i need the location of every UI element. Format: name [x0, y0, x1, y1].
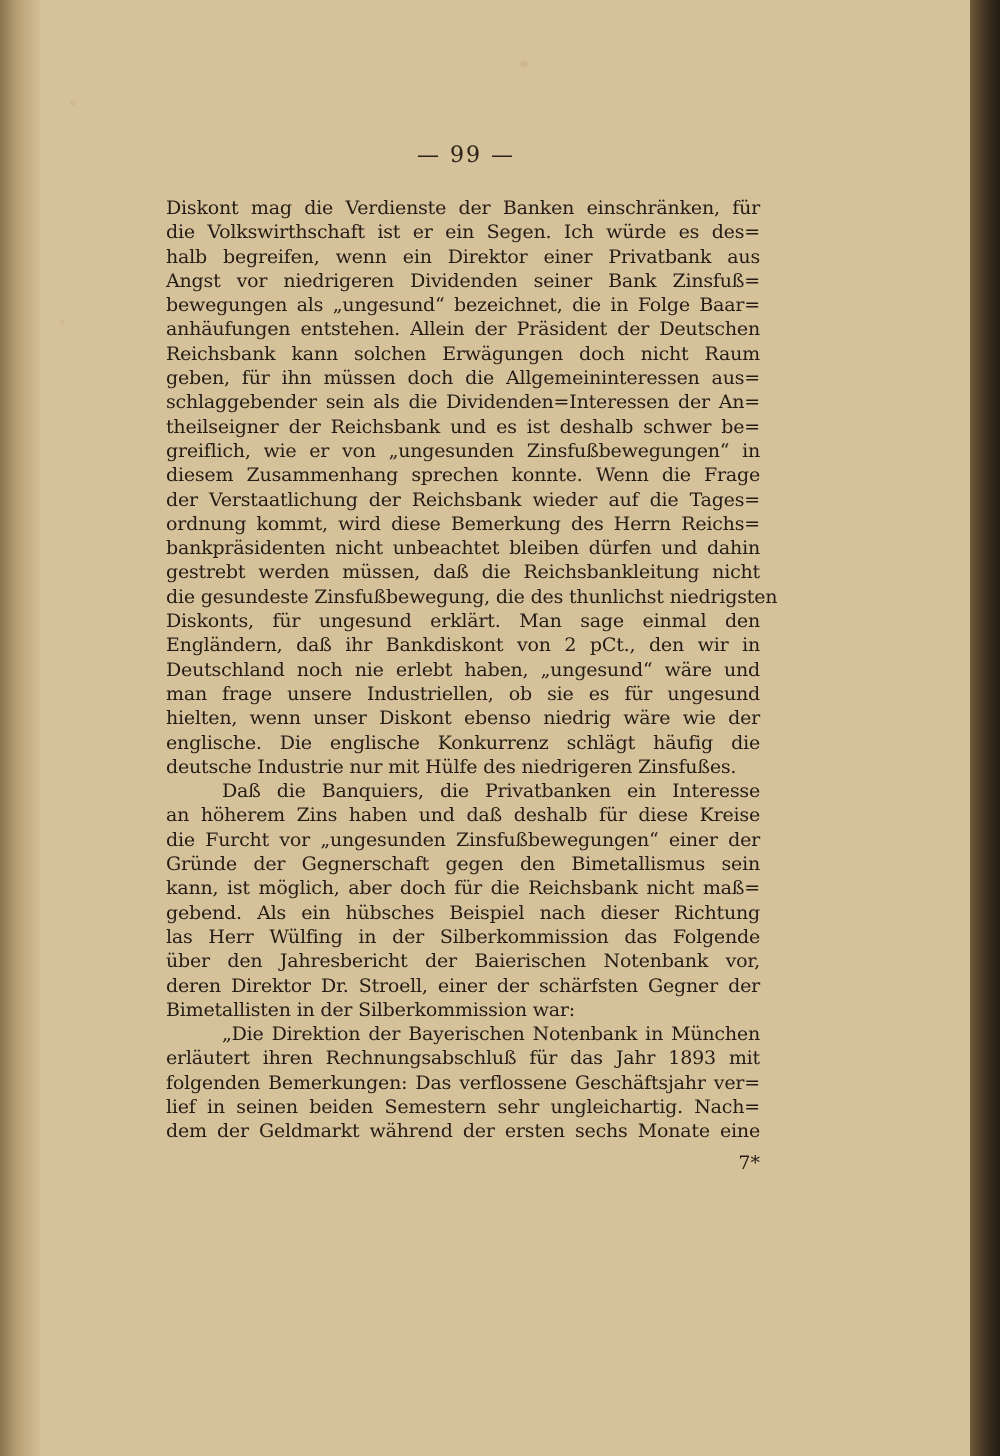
text-line: hielten, wenn unser Diskont ebenso niedrig wäre wie der — [166, 707, 760, 730]
paper-stain — [520, 60, 528, 68]
text-line: Diskonts, für ungesund erklärt. Man sage einmal den — [166, 610, 760, 633]
text-line: deren Direktor Dr. Stroell, einer der schärfsten Gegner der — [166, 974, 760, 997]
text-line: Angst vor niedrigeren Dividenden seiner Bank Zinsfuß= — [166, 269, 760, 292]
text-line: Engländern, daß ihr Bankdiskont von 2 pCt., den wir in — [166, 634, 760, 657]
text-line: greiflich, wie er von „ungesunden Zinsfußbewegungen“ in — [166, 439, 760, 462]
text-line: geben, für ihn müssen doch die Allgemeininteressen aus= — [166, 367, 760, 390]
text-line: man frage unsere Industriellen, ob sie es für ungesund — [166, 682, 760, 705]
text-line: schlaggebender sein als die Dividenden=Interessen der An= — [166, 391, 760, 414]
text-line: halb begreifen, wenn ein Direktor einer Privatbank aus — [166, 245, 760, 268]
body-text — [166, 196, 778, 1144]
text-line: englische. Die englische Konkurrenz schlägt häufig die — [166, 731, 760, 754]
text-line: Deutschland noch nie erlebt haben, „ungesund“ wäre und — [166, 658, 760, 681]
text-line: „Die Direktion der Bayerischen Notenbank in München — [222, 1023, 760, 1046]
text-line: die Furcht vor „ungesunden Zinsfußbewegungen“ einer der — [166, 828, 760, 851]
text-line: lief in seinen beiden Semestern sehr ungleichartig. Nach= — [166, 1095, 760, 1118]
text-line: bankpräsidenten nicht unbeachtet bleiben dürfen und dahin — [166, 537, 760, 560]
text-line: die gesundeste Zinsfußbewegung, die des thunlichst niedrigsten — [166, 585, 778, 608]
text-line: Bimetallisten in der Silberkommission war: — [166, 998, 575, 1021]
text-line: der Verstaatlichung der Reichsbank wieder auf die Tages= — [166, 488, 760, 511]
text-line: gebend. Als ein hübsches Beispiel nach dieser Richtung — [166, 901, 760, 924]
text-line: ordnung kommt, wird diese Bemerkung des Herrn Reichs= — [166, 512, 760, 535]
text-line: die Volkswirthschaft ist er ein Segen. Ich würde es des= — [166, 221, 760, 244]
text-line: über den Jahresbericht der Baierischen Notenbank vor, — [166, 950, 760, 973]
paper-stain — [60, 320, 65, 325]
text-line: Daß die Banquiers, die Privatbanken ein Interesse — [222, 780, 760, 803]
text-line: folgenden Bemerkungen: Das verflossene Geschäftsjahr ver= — [166, 1071, 760, 1094]
text-line: an höherem Zins haben und daß deshalb für diese Kreise — [166, 804, 760, 827]
text-line: las Herr Wülfing in der Silberkommission das Folgende — [166, 925, 760, 948]
paper-stain — [70, 100, 76, 106]
text-line: deutsche Industrie nur mit Hülfe des niedrigeren Zinsfußes. — [166, 755, 737, 778]
text-line: kann, ist möglich, aber doch für die Reichsbank nicht maß= — [166, 877, 760, 900]
text-line: dem der Geldmarkt während der ersten sechs Monate eine — [166, 1120, 760, 1143]
text-line: erläutert ihren Rechnungsabschluß für das Jahr 1893 mit — [166, 1047, 760, 1070]
text-line: gestrebt werden müssen, daß die Reichsbankleitung nicht — [166, 561, 760, 584]
text-line: anhäufungen entstehen. Allein der Präsident der Deutschen — [166, 318, 760, 341]
text-line: Gründe der Gegnerschaft gegen den Bimetallismus sein — [166, 853, 760, 876]
page-outer-edge — [970, 0, 1000, 1456]
page-number: — 99 — — [417, 143, 515, 168]
text-line: bewegungen als „ungesund“ bezeichnet, die in Folge Baar= — [166, 294, 760, 317]
page-gutter-shadow — [0, 0, 40, 1456]
text-line: Diskont mag die Verdienste der Banken einschränken, für — [166, 197, 760, 219]
text-line: theilseigner der Reichsbank und es ist deshalb schwer be= — [166, 415, 760, 438]
signature-mark: 7* — [738, 1152, 760, 1174]
text-line: diesem Zusammenhang sprechen konnte. Wenn die Frage — [166, 464, 760, 487]
text-line: Reichsbank kann solchen Erwägungen doch nicht Raum — [166, 342, 760, 365]
